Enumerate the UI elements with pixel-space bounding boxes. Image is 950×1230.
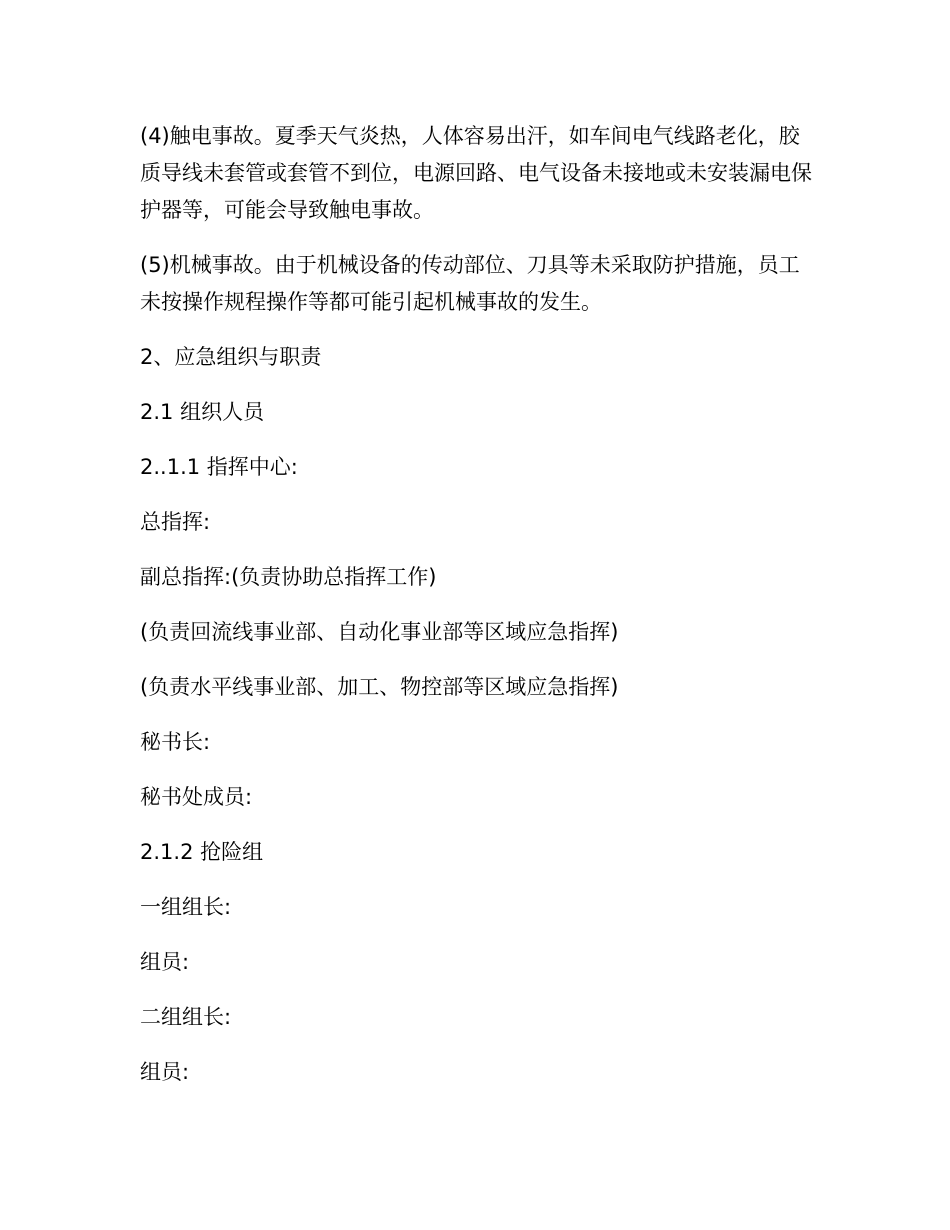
field-group-one-members: 组员: xyxy=(140,950,190,974)
field-deputy-commander: 副总指挥:(负责协助总指挥工作) xyxy=(140,565,437,589)
subsection-heading-personnel: 2.1 组织人员 xyxy=(140,400,265,424)
field-group-one-leader: 一组组长: xyxy=(140,895,232,919)
subsection-heading-command-center: 2..1.1 指挥中心: xyxy=(140,455,298,479)
note-reflow-automation: (负责回流线事业部、自动化事业部等区域应急指挥) xyxy=(140,620,619,644)
field-secretariat-members: 秘书处成员: xyxy=(140,785,253,809)
note-horizontal-processing: (负责水平线事业部、加工、物控部等区域应急指挥) xyxy=(140,675,619,699)
subsection-heading-rescue-team: 2.1.2 抢险组 xyxy=(140,840,264,864)
field-group-two-members: 组员: xyxy=(140,1060,190,1084)
paragraph-mechanical-accident: (5)机械事故。由于机械设备的传动部位、刀具等未采取防护措施，员工未按操作规程操作等都可能引起机械事故的发生。 xyxy=(140,253,800,314)
field-chief-commander: 总指挥: xyxy=(140,510,211,534)
section-heading-emergency-org: 2、应急组织与职责 xyxy=(140,345,322,369)
document-body xyxy=(140,118,812,1091)
field-group-two-leader: 二组组长: xyxy=(140,1005,232,1029)
field-secretary-general: 秘书长: xyxy=(140,730,211,754)
paragraph-electric-shock: (4)触电事故。夏季天气炎热，人体容易出汗，如车间电气线路老化，胶质导线未套管或套管不到位，电源回路、电气设备未接地或未安装漏电保护器等，可能会导致触电事故。 xyxy=(140,124,812,222)
